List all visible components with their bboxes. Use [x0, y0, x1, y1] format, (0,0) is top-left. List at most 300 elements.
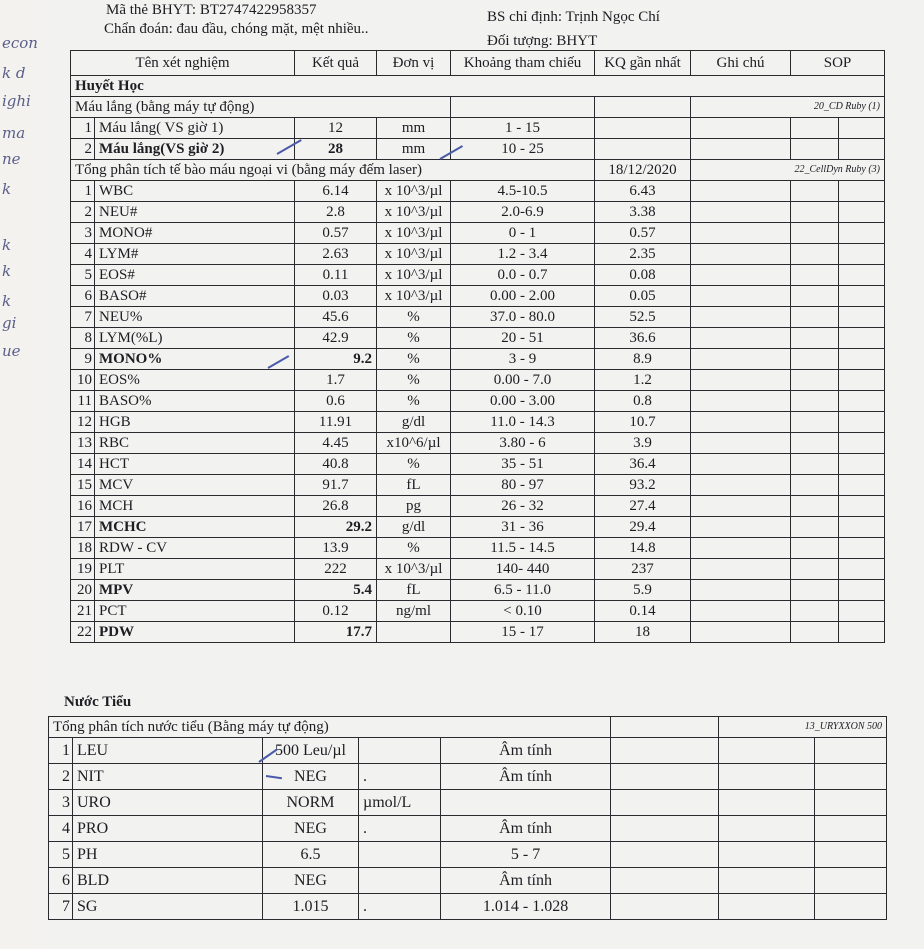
margin-note: ma [2, 124, 26, 142]
test-unit: x 10^3/µl [377, 223, 451, 244]
cbc-row [71, 181, 885, 202]
test-last-result: 3.38 [595, 202, 691, 223]
table-cell [611, 738, 719, 764]
test-name: NIT [73, 764, 263, 790]
table-cell [839, 139, 885, 160]
test-name: MCHC [95, 517, 295, 538]
test-unit: x 10^3/µl [377, 244, 451, 265]
test-name: LYM# [95, 244, 295, 265]
test-last-result: 0.08 [595, 265, 691, 286]
table-cell [839, 433, 885, 454]
test-reference: 0.0 - 0.7 [451, 265, 595, 286]
test-unit: mm [377, 139, 451, 160]
test-name: NEU% [95, 307, 295, 328]
row-number: 18 [71, 538, 95, 559]
table-cell [719, 894, 815, 920]
urine-row [49, 764, 887, 790]
margin-note: k [2, 180, 12, 198]
table-cell [595, 97, 691, 118]
table-cell [839, 307, 885, 328]
table-cell [791, 496, 839, 517]
table-cell [839, 517, 885, 538]
test-last-result: 8.9 [595, 349, 691, 370]
diagnosis: Chẩn đoán: đau đầu, chóng mặt, mệt nhiều.. [104, 21, 369, 37]
test-reference: 31 - 36 [451, 517, 595, 538]
test-name: RDW - CV [95, 538, 295, 559]
test-result: 1.7 [295, 370, 377, 391]
table-cell [611, 764, 719, 790]
test-name: BASO# [95, 286, 295, 307]
table-cell [791, 244, 839, 265]
test-unit: % [377, 391, 451, 412]
table-cell [611, 842, 719, 868]
cbc-panel-title: Tổng phân tích tế bào máu ngoại vi (bằng máy đếm laser) [71, 160, 595, 181]
test-result: 1.015 [263, 894, 359, 920]
test-reference: 20 - 51 [451, 328, 595, 349]
table-cell [815, 894, 887, 920]
test-last-result: 14.8 [595, 538, 691, 559]
table-cell [815, 816, 887, 842]
test-result: NEG [263, 816, 359, 842]
test-result: 91.7 [295, 475, 377, 496]
esr-row [71, 139, 885, 160]
test-unit: x 10^3/µl [377, 559, 451, 580]
test-name: HGB [95, 412, 295, 433]
margin-note: k [2, 236, 12, 254]
table-cell [691, 559, 791, 580]
table-cell [839, 349, 885, 370]
urine-row [49, 816, 887, 842]
test-result: 0.12 [295, 601, 377, 622]
test-reference: 80 - 97 [451, 475, 595, 496]
table-cell [791, 181, 839, 202]
test-name: PLT [95, 559, 295, 580]
test-reference: 2.0-6.9 [451, 202, 595, 223]
table-cell [791, 391, 839, 412]
test-reference: 11.0 - 14.3 [451, 412, 595, 433]
test-result: 222 [295, 559, 377, 580]
last-result-date: 18/12/2020 [595, 160, 691, 181]
table-cell [691, 328, 791, 349]
test-result: 42.9 [295, 328, 377, 349]
table-cell [451, 97, 595, 118]
cbc-row [71, 349, 885, 370]
hematology-title: Huyết Học [71, 76, 885, 97]
table-cell [691, 412, 791, 433]
test-unit: pg [377, 496, 451, 517]
test-unit: ng/ml [377, 601, 451, 622]
test-name: NEU# [95, 202, 295, 223]
row-number: 1 [71, 118, 95, 139]
table-cell [611, 790, 719, 816]
header-reference: Khoảng tham chiếu [451, 51, 595, 76]
table-cell [719, 868, 815, 894]
test-result: NEG [263, 764, 359, 790]
test-reference: Âm tính [441, 738, 611, 764]
test-last-result: 0.57 [595, 223, 691, 244]
table-cell [839, 538, 885, 559]
test-result: 11.91 [295, 412, 377, 433]
test-result: 500 Leu/µl [263, 738, 359, 764]
cbc-row [71, 202, 885, 223]
test-reference: 10 - 25 [451, 139, 595, 160]
test-unit [359, 842, 441, 868]
table-cell [839, 328, 885, 349]
table-cell [791, 349, 839, 370]
table-cell [691, 475, 791, 496]
test-name: BLD [73, 868, 263, 894]
cbc-row [71, 412, 885, 433]
table-cell [791, 265, 839, 286]
table-cell [691, 517, 791, 538]
cbc-machine: 22_CellDyn Ruby (3) [691, 160, 885, 181]
row-number: 4 [49, 816, 73, 842]
test-name: LEU [73, 738, 263, 764]
ordering-doctor: BS chỉ định: Trịnh Ngọc Chí [487, 9, 660, 25]
table-cell [719, 842, 815, 868]
cbc-row [71, 559, 885, 580]
table-cell [815, 764, 887, 790]
table-cell [691, 349, 791, 370]
cbc-row [71, 580, 885, 601]
table-cell [791, 370, 839, 391]
urine-row [49, 738, 887, 764]
header-note: Ghi chú [691, 51, 791, 76]
cbc-row [71, 370, 885, 391]
row-number: 3 [49, 790, 73, 816]
test-unit: x 10^3/µl [377, 181, 451, 202]
table-cell [719, 790, 815, 816]
cbc-row [71, 433, 885, 454]
table-cell [611, 894, 719, 920]
row-number: 9 [71, 349, 95, 370]
test-last-result: 1.2 [595, 370, 691, 391]
test-last-result [595, 139, 691, 160]
lab-report-sheet [44, 0, 924, 949]
test-reference: 4.5-10.5 [451, 181, 595, 202]
test-last-result: 3.9 [595, 433, 691, 454]
test-unit: % [377, 349, 451, 370]
table-cell [691, 265, 791, 286]
table-cell [719, 816, 815, 842]
test-result: 12 [295, 118, 377, 139]
table-cell [691, 391, 791, 412]
test-result: 0.11 [295, 265, 377, 286]
test-unit: fL [377, 475, 451, 496]
test-reference: 26 - 32 [451, 496, 595, 517]
table-cell [791, 601, 839, 622]
table-cell [691, 622, 791, 643]
cbc-row [71, 286, 885, 307]
table-cell [719, 738, 815, 764]
test-name: RBC [95, 433, 295, 454]
panel-row [71, 160, 885, 181]
table-cell [791, 118, 839, 139]
test-reference: Âm tính [441, 816, 611, 842]
test-unit: µmol/L [359, 790, 441, 816]
test-reference: 35 - 51 [451, 454, 595, 475]
table-cell [691, 244, 791, 265]
table-cell [791, 328, 839, 349]
table-cell [839, 244, 885, 265]
table-cell [815, 868, 887, 894]
row-number: 1 [71, 181, 95, 202]
test-last-result: 27.4 [595, 496, 691, 517]
test-name: MCV [95, 475, 295, 496]
cbc-row [71, 601, 885, 622]
urine-section-title: Nước Tiểu [64, 694, 132, 710]
test-name: Máu lắng( VS giờ 1) [95, 118, 295, 139]
test-unit: % [377, 328, 451, 349]
table-cell [691, 580, 791, 601]
test-last-result: 36.4 [595, 454, 691, 475]
row-number: 2 [71, 139, 95, 160]
test-name: LYM(%L) [95, 328, 295, 349]
table-cell [791, 286, 839, 307]
table-cell [839, 118, 885, 139]
table-cell [839, 475, 885, 496]
table-cell [839, 223, 885, 244]
table-cell [691, 454, 791, 475]
test-result: 45.6 [295, 307, 377, 328]
test-name: BASO% [95, 391, 295, 412]
cbc-row [71, 265, 885, 286]
test-reference: 0 - 1 [451, 223, 595, 244]
table-cell [791, 538, 839, 559]
cbc-row [71, 538, 885, 559]
test-result: 17.7 [295, 622, 377, 643]
table-cell [839, 412, 885, 433]
section-row [71, 76, 885, 97]
urine-machine: 13_URYXXON 500 [719, 717, 887, 738]
test-reference: 1 - 15 [451, 118, 595, 139]
table-cell [839, 622, 885, 643]
test-reference: 0.00 - 3.00 [451, 391, 595, 412]
table-cell [691, 433, 791, 454]
table-cell [719, 764, 815, 790]
cbc-row [71, 475, 885, 496]
urine-row [49, 868, 887, 894]
test-result: NORM [263, 790, 359, 816]
table-cell [839, 580, 885, 601]
test-name: EOS# [95, 265, 295, 286]
table-cell [611, 717, 719, 738]
panel-row [49, 717, 887, 738]
test-result: 4.45 [295, 433, 377, 454]
table-cell [791, 412, 839, 433]
row-number: 7 [49, 894, 73, 920]
urine-row [49, 790, 887, 816]
row-number: 2 [49, 764, 73, 790]
table-cell [839, 202, 885, 223]
table-cell [839, 454, 885, 475]
table-cell [791, 580, 839, 601]
test-name: SG [73, 894, 263, 920]
panel-row [71, 97, 885, 118]
header-unit: Đơn vị [377, 51, 451, 76]
test-reference: 3 - 9 [451, 349, 595, 370]
row-number: 6 [71, 286, 95, 307]
table-cell [791, 223, 839, 244]
test-unit: x 10^3/µl [377, 265, 451, 286]
test-last-result: 6.43 [595, 181, 691, 202]
table-cell [611, 868, 719, 894]
test-result: 5.4 [295, 580, 377, 601]
table-cell [815, 738, 887, 764]
test-result: 28 [295, 139, 377, 160]
esr-row [71, 118, 885, 139]
table-cell [691, 202, 791, 223]
test-unit: g/dl [377, 412, 451, 433]
test-name: PRO [73, 816, 263, 842]
test-result: 40.8 [295, 454, 377, 475]
row-number: 19 [71, 559, 95, 580]
test-last-result: 93.2 [595, 475, 691, 496]
table-cell [791, 454, 839, 475]
row-number: 14 [71, 454, 95, 475]
test-reference [441, 790, 611, 816]
test-name: HCT [95, 454, 295, 475]
test-unit: fL [377, 580, 451, 601]
cbc-row [71, 454, 885, 475]
table-cell [791, 139, 839, 160]
test-unit: . [359, 764, 441, 790]
test-unit: g/dl [377, 517, 451, 538]
margin-note: k [2, 292, 12, 310]
table-cell [691, 139, 791, 160]
margin-note: k [2, 262, 12, 280]
cbc-row [71, 307, 885, 328]
table-cell [791, 307, 839, 328]
table-cell [815, 790, 887, 816]
table-cell [791, 433, 839, 454]
cbc-row [71, 622, 885, 643]
test-name: PH [73, 842, 263, 868]
row-number: 13 [71, 433, 95, 454]
test-last-result: 0.8 [595, 391, 691, 412]
test-reference: 1.2 - 3.4 [451, 244, 595, 265]
test-result: 2.63 [295, 244, 377, 265]
row-number: 20 [71, 580, 95, 601]
test-reference: 5 - 7 [441, 842, 611, 868]
test-name: MCH [95, 496, 295, 517]
table-cell [791, 475, 839, 496]
test-reference: 0.00 - 2.00 [451, 286, 595, 307]
test-last-result: 52.5 [595, 307, 691, 328]
table-cell [691, 370, 791, 391]
patient-category: Đối tượng: BHYT [487, 33, 598, 49]
insurance-card-number: Mã thẻ BHYT: BT2747422958357 [106, 2, 317, 18]
test-reference: 3.80 - 6 [451, 433, 595, 454]
test-last-result: 0.14 [595, 601, 691, 622]
row-number: 10 [71, 370, 95, 391]
row-number: 4 [71, 244, 95, 265]
test-result: 26.8 [295, 496, 377, 517]
test-result: 13.9 [295, 538, 377, 559]
header-test-name: Tên xét nghiệm [71, 51, 295, 76]
row-number: 8 [71, 328, 95, 349]
table-cell [691, 307, 791, 328]
test-last-result: 237 [595, 559, 691, 580]
test-name: MONO% [95, 349, 295, 370]
test-last-result: 10.7 [595, 412, 691, 433]
test-name: WBC [95, 181, 295, 202]
test-result: 29.2 [295, 517, 377, 538]
hematology-table [70, 50, 885, 643]
test-result: NEG [263, 868, 359, 894]
urine-row [49, 842, 887, 868]
test-unit: x10^6/µl [377, 433, 451, 454]
test-name: MONO# [95, 223, 295, 244]
notebook-margin [0, 0, 45, 949]
test-last-result: 36.6 [595, 328, 691, 349]
cbc-row [71, 517, 885, 538]
table-cell [815, 842, 887, 868]
test-reference: 37.0 - 80.0 [451, 307, 595, 328]
table-cell [839, 181, 885, 202]
table-cell [611, 816, 719, 842]
test-name: PDW [95, 622, 295, 643]
table-cell [839, 370, 885, 391]
test-unit: x 10^3/µl [377, 202, 451, 223]
table-cell [839, 601, 885, 622]
margin-note: ne [2, 150, 21, 168]
header-result: Kết quả [295, 51, 377, 76]
row-number: 21 [71, 601, 95, 622]
row-number: 2 [71, 202, 95, 223]
urine-table [48, 716, 887, 920]
test-result: 6.5 [263, 842, 359, 868]
margin-note: k d [2, 64, 26, 82]
test-unit: % [377, 370, 451, 391]
row-number: 5 [49, 842, 73, 868]
test-reference: 11.5 - 14.5 [451, 538, 595, 559]
row-number: 6 [49, 868, 73, 894]
margin-note: ighi [2, 92, 31, 110]
test-unit: mm [377, 118, 451, 139]
row-number: 15 [71, 475, 95, 496]
cbc-row [71, 244, 885, 265]
test-last-result: 0.05 [595, 286, 691, 307]
table-cell [691, 538, 791, 559]
table-cell [691, 223, 791, 244]
test-result: 9.2 [295, 349, 377, 370]
test-reference: 0.00 - 7.0 [451, 370, 595, 391]
test-result: 6.14 [295, 181, 377, 202]
cbc-row [71, 328, 885, 349]
test-result: 0.03 [295, 286, 377, 307]
row-number: 17 [71, 517, 95, 538]
test-unit [377, 622, 451, 643]
esr-panel-title: Máu lắng (bằng máy tự động) [71, 97, 451, 118]
test-reference: Âm tính [441, 868, 611, 894]
test-unit [359, 868, 441, 894]
test-last-result: 2.35 [595, 244, 691, 265]
row-number: 12 [71, 412, 95, 433]
test-name: URO [73, 790, 263, 816]
cbc-row [71, 496, 885, 517]
margin-note: econ [2, 34, 38, 52]
table-cell [839, 559, 885, 580]
test-unit [359, 738, 441, 764]
test-reference: 15 - 17 [451, 622, 595, 643]
table-cell [691, 496, 791, 517]
row-number: 11 [71, 391, 95, 412]
test-last-result: 5.9 [595, 580, 691, 601]
margin-note: gi [2, 314, 17, 332]
table-cell [791, 622, 839, 643]
table-cell [791, 202, 839, 223]
